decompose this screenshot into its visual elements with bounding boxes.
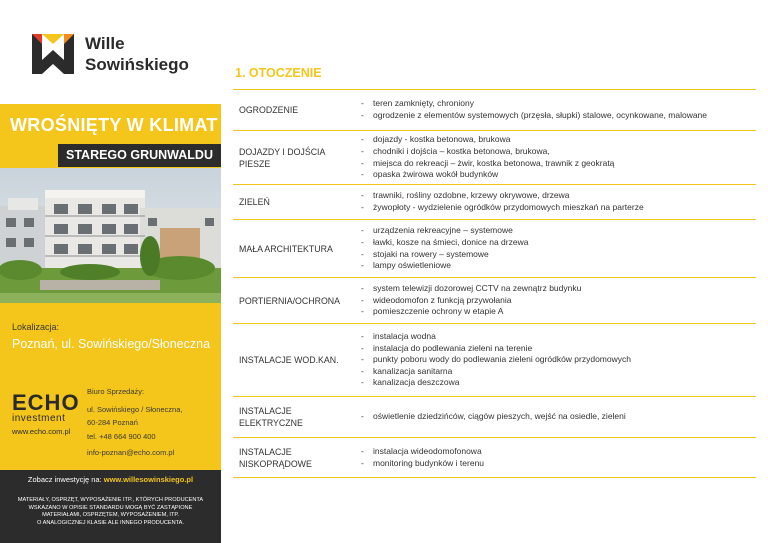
disclaimer-line: MATERIAŁY, OSPRZĘT, WYPOSAŻENIE ITP., KTÓRYCH PRODUCENTA — [17, 497, 204, 503]
list-item: - lampy oświetleniowe — [359, 260, 752, 272]
table-row — [233, 397, 756, 438]
row-items — [357, 93, 756, 126]
table-row — [233, 131, 756, 185]
cta-prefix: Zobacz inwestycję na: — [27, 475, 104, 484]
echo-word: ECHO — [12, 390, 80, 415]
list-item: - stojaki na rowery – systemowe — [359, 249, 752, 261]
list-item: - ławki, kosze na śmieci, donice na drzewa — [359, 237, 752, 249]
list-item: - chodniki i dojścia – kostka betonowa, brukowa, — [359, 146, 752, 158]
table-row — [233, 185, 756, 220]
table-row — [233, 278, 756, 324]
brand-name — [85, 33, 189, 75]
list-item: - opaska żwirowa wokół budynków — [359, 169, 752, 181]
row-items — [357, 185, 756, 218]
row-category: ZIELEŃ — [239, 197, 270, 207]
brand-logo — [30, 30, 230, 80]
row-items — [357, 406, 756, 428]
row-category: INSTALACJE ELEKTRYCZNE — [239, 406, 303, 428]
w-logo-icon — [30, 30, 76, 76]
row-category: MAŁA ARCHITEKTURA — [239, 243, 333, 254]
list-item: - instalacja do podlewania zieleni na terenie — [359, 343, 752, 355]
list-item: - miejsca do rekreacji – żwir, kostka betonowa, trawnik z geokratą — [359, 158, 752, 170]
building-photo — [0, 168, 221, 303]
sales-office-address: ul. Sowińskiego / Słoneczna, — [87, 404, 183, 414]
spec-table — [233, 89, 756, 478]
sales-office — [87, 385, 182, 460]
cta-bar — [0, 470, 221, 489]
list-item: - teren zamknięty, chroniony — [359, 98, 752, 110]
list-item: - dojazdy - kostka betonowa, brukowa — [359, 134, 752, 146]
list-item: - kanalizacja deszczowa — [359, 377, 752, 389]
sales-office-email: info-poznan@echo.com.pl — [87, 448, 175, 457]
row-category: INSTALACJE WOD.KAN. — [239, 355, 339, 365]
headline: WROŚNIĘTY W KLIMAT — [10, 115, 218, 135]
cta-link[interactable]: www.willesowinskiego.pl — [103, 475, 194, 484]
list-item: - trawniki, rośliny ozdobne, krzewy okrywowe, drzewa — [359, 190, 752, 202]
brand-line2: Sowińskiego — [85, 55, 189, 74]
echo-logo — [12, 390, 80, 436]
table-row — [233, 220, 756, 278]
list-item: - instalacja wideodomofonowa — [359, 446, 752, 458]
row-category: OGRODZENIE — [239, 105, 299, 115]
list-item: - pomieszczenie ochrony w etapie A — [359, 306, 752, 318]
brand-line1: Wille — [85, 34, 125, 53]
row-items — [357, 326, 756, 394]
disclaimer-line: MATERIAŁAMI, OSPRZĘTEM, WYPOSAŻENIEM, ITP. — [42, 512, 179, 519]
disclaimer-line: O ANALOGICZNEJ KLASIE ALE INNEGO PRODUCENTA. — [37, 519, 184, 526]
row-items — [357, 278, 756, 323]
disclaimer — [0, 489, 221, 543]
disclaimer-line: WSKAZANO W OPISIE STANDARDU MOGĄ BYĆ ZASTĄPIONE — [28, 504, 193, 511]
section-title: 1. OTOCZENIE — [235, 66, 322, 80]
row-category: PORTIERNIA/OCHRONA — [239, 295, 341, 306]
row-items — [357, 220, 756, 276]
row-items — [357, 129, 756, 185]
list-item: - żywopłoty - wydzielenie ogródków przydomowych mieszkań na parterze — [359, 202, 752, 214]
list-item: - oświetlenie dziedzińców, ciągów pieszych, wejść na osiedle, zieleni — [359, 411, 752, 423]
sales-office-phone: tel. +48 664 900 400 — [87, 431, 156, 441]
list-item: - instalacja wodna — [359, 331, 752, 343]
left-panel — [0, 0, 221, 543]
list-item: - monitoring budynków i terenu — [359, 458, 752, 470]
table-row — [233, 438, 756, 478]
list-item: - punkty poboru wody do podlewania zieleni ogródków przydomowych — [359, 354, 752, 366]
list-item: - wideodomofon z funkcją przywołania — [359, 295, 752, 307]
subheadline: STAREGO GRUNWALDU — [58, 144, 221, 167]
echo-web: www.echo.com.pl — [12, 427, 71, 436]
list-item: - ogrodzenie z elementów systemowych (przęsła, słupki) stalowe, ocynkowane, malowane — [359, 110, 752, 122]
echo-sub: investment — [12, 413, 66, 424]
row-category: DOJAZDY I DOJŚCIA PIESZE — [239, 146, 325, 169]
sales-office-city: 60-284 Poznań — [87, 418, 138, 427]
list-item: - urządzenia rekreacyjne – systemowe — [359, 225, 752, 237]
table-row — [233, 324, 756, 397]
list-item: - kanalizacja sanitarna — [359, 366, 752, 378]
sales-office-title: Biuro Sprzedaży: — [87, 387, 145, 396]
row-category: INSTALACJE NISKOPRĄDOWE — [239, 446, 312, 469]
table-row — [233, 90, 756, 131]
list-item: - system telewizji dozorowej CCTV na zewnątrz budynku — [359, 283, 752, 295]
location-label: Lokalizacja: — [12, 322, 60, 332]
row-items — [357, 441, 756, 474]
location-value: Poznań, ul. Sowińskiego/Słoneczna — [12, 337, 211, 351]
